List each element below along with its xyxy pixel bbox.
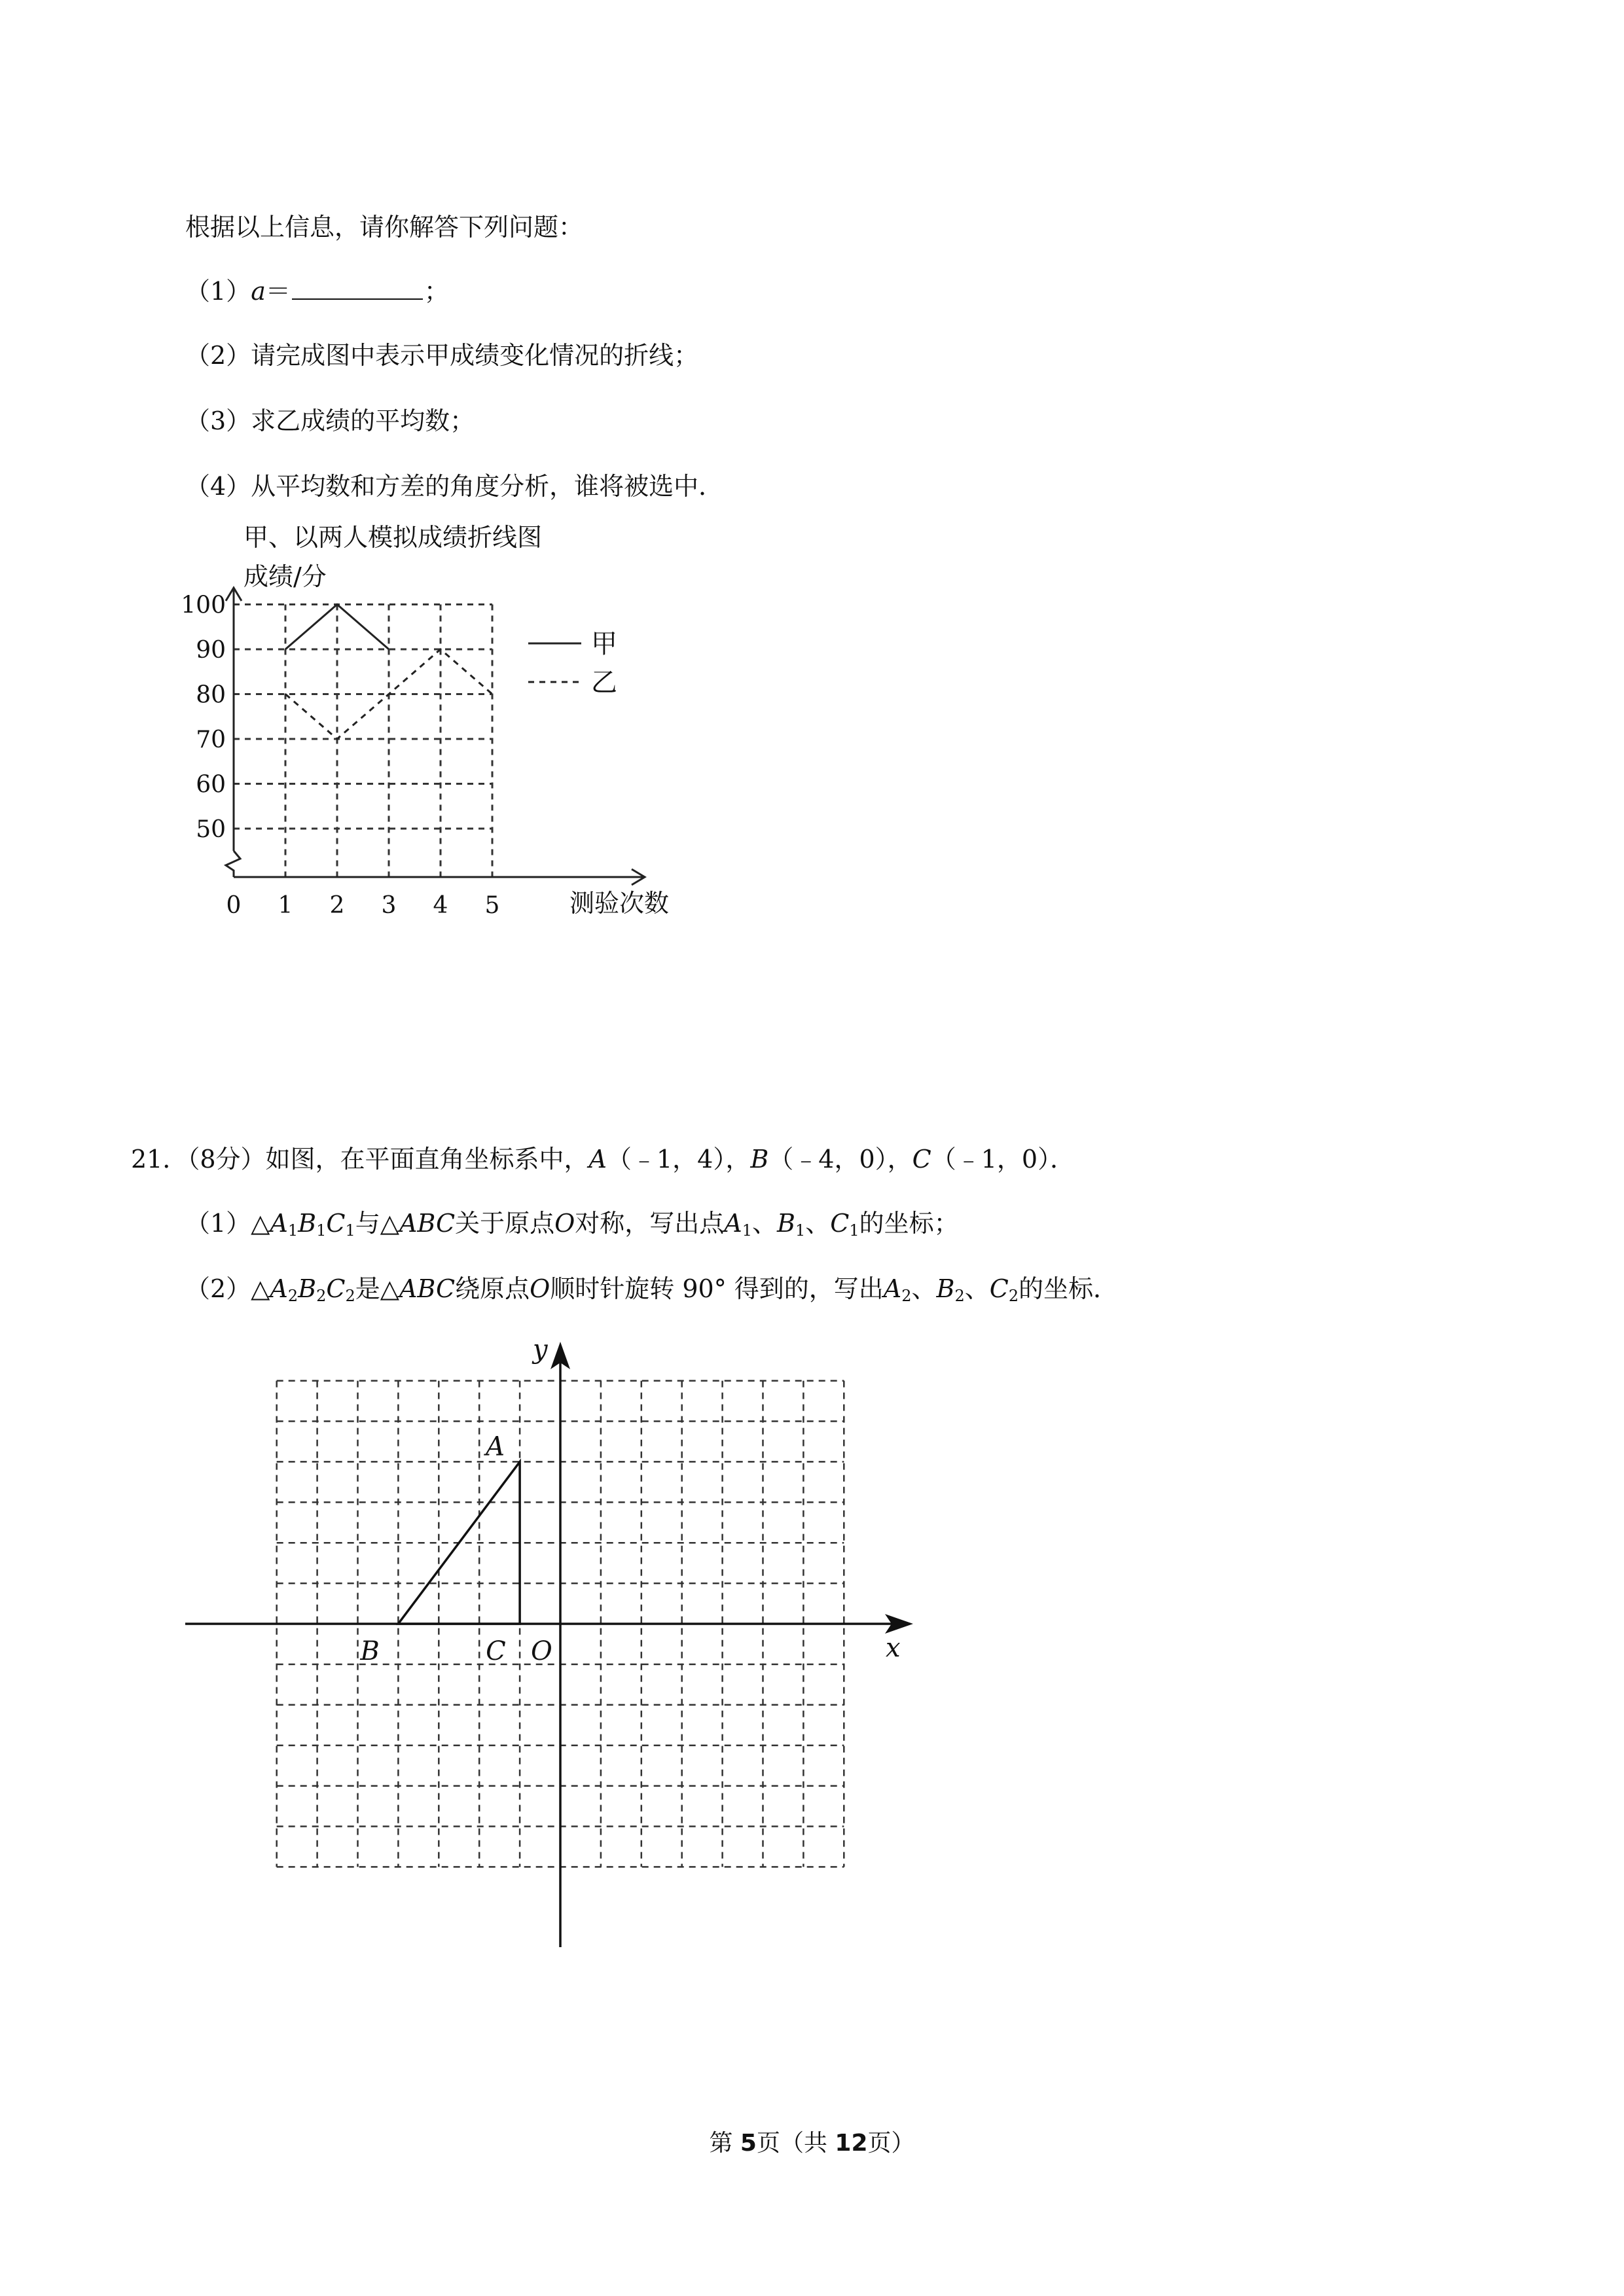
chart-y-tick-label: 90 <box>196 637 226 664</box>
q21-p2-sub: 2 <box>316 1287 327 1305</box>
q21-p1-mid2: 关于原点 <box>455 1209 555 1238</box>
chart-y-tick-label: 50 <box>196 816 226 843</box>
chart-title: 甲、以两人模拟成绩折线图 <box>244 523 543 552</box>
q21-p1-sub: 1 <box>316 1221 327 1240</box>
q21-p2-end: 的坐标． <box>1019 1274 1119 1303</box>
q21-p1-sep: 、 <box>805 1209 831 1238</box>
q21-p1-c: C <box>326 1209 346 1238</box>
q21-p2-sub: 2 <box>345 1287 355 1305</box>
chart-legend-label: 甲 <box>591 629 617 659</box>
chart-y-tick-label: 80 <box>196 681 226 709</box>
q21-p1-mid3: 对称，写出点 <box>575 1209 725 1238</box>
q21-p1-a: A <box>270 1209 288 1238</box>
q21-number: 21． <box>131 1145 188 1174</box>
q21-p1-c1: C <box>830 1209 850 1238</box>
q21-point-a: A <box>588 1145 607 1174</box>
q21-p2-mid2: 绕原点 <box>455 1274 530 1303</box>
q21-p1-o: O <box>554 1209 575 1238</box>
footer-pre: 第 <box>709 2130 740 2157</box>
chart-x-tick-label: 5 <box>484 892 500 919</box>
q21-coord-c: （﹣1，0）． <box>931 1145 1075 1174</box>
q20-p1-prefix: （1） <box>185 277 251 306</box>
q21-p2-b: B <box>298 1274 317 1303</box>
chart-y-tick-label: 100 <box>181 592 226 619</box>
q21-p2-sub: 2 <box>287 1287 298 1305</box>
point-a-label: A <box>486 1431 505 1462</box>
q20-p1-eq: ＝ <box>265 277 291 306</box>
grid-point-labels <box>359 1335 900 1666</box>
q21-p2-o: O <box>530 1274 550 1303</box>
footer-page-number: 5 <box>740 2130 757 2157</box>
origin-label: O <box>531 1636 552 1666</box>
footer-total-pages: 12 <box>835 2130 868 2157</box>
q21-p2-sep: 、 <box>964 1274 990 1303</box>
q21-p2-b2: B <box>936 1274 955 1303</box>
q21-point-b: B <box>750 1145 769 1174</box>
q21-p1-sep: 、 <box>752 1209 778 1238</box>
q21-p1-mid1: 与△ <box>355 1209 399 1238</box>
q21-p2-a: A <box>270 1274 288 1303</box>
q21-p1-b: B <box>298 1209 317 1238</box>
q21-p1-sub: 1 <box>849 1221 859 1240</box>
chart-y-tick-label: 60 <box>196 771 226 798</box>
q21-p1-b1: B <box>777 1209 795 1238</box>
point-b-label: B <box>360 1636 380 1666</box>
chart-x-axis-label: 测验次数 <box>569 889 670 918</box>
chart-x-tick-label: 1 <box>278 892 293 919</box>
intro-line: 根据以上信息，请你解答下列问题： <box>185 213 584 242</box>
q21-p2-abc: ABC <box>399 1274 456 1303</box>
q21-coord-b: （﹣4，0）， <box>768 1145 912 1174</box>
chart-x-tick-label: 0 <box>226 892 242 919</box>
chart-legend-label: 乙 <box>591 668 617 698</box>
q21-p2-c: C <box>326 1274 346 1303</box>
q20-part3: （3）求乙成绩的平均数； <box>185 406 475 435</box>
q21-p2-sep: 、 <box>911 1274 937 1303</box>
chart-x-tick-label: 2 <box>329 892 345 919</box>
q21-p1-sub: 1 <box>287 1221 298 1240</box>
q21-point-c: C <box>912 1145 931 1174</box>
q20-p1-suffix: ； <box>424 277 449 306</box>
footer-mid: 页（共 <box>756 2130 835 2157</box>
q21-p2-sub: 2 <box>1008 1287 1019 1305</box>
q21-p2-a2: A <box>883 1274 902 1303</box>
chart-x-tick-label: 3 <box>381 892 397 919</box>
q21-p1-end: 的坐标； <box>859 1209 959 1238</box>
q20-p1-var: a <box>251 277 266 306</box>
q21-p1-sub: 1 <box>795 1221 806 1240</box>
footer-post: 页） <box>867 2130 915 2157</box>
q20-part2: （2）请完成图中表示甲成绩变化情况的折线； <box>185 341 699 370</box>
q21-score: （8分）如图，在平面直角坐标系中， <box>187 1145 589 1174</box>
chart-y-axis-label: 成绩/分 <box>244 562 327 591</box>
q20-part4: （4）从平均数和方差的角度分析，谁将被选中． <box>185 472 724 501</box>
q21-p2-prefix: （2）△ <box>185 1274 270 1303</box>
chart-x-tick-label: 4 <box>433 892 448 919</box>
q21-p2-mid3: 顺时针旋转 90° 得到的，写出 <box>550 1274 884 1303</box>
chart-y-tick-label: 70 <box>196 726 226 753</box>
q21-p2-c2: C <box>989 1274 1009 1303</box>
q21-coord-a: （﹣1，4）， <box>607 1145 751 1174</box>
point-c-label: C <box>486 1636 506 1666</box>
q21-p2-sub: 2 <box>954 1287 965 1305</box>
q21-p1-sub: 1 <box>742 1221 753 1240</box>
x-axis-label: x <box>886 1633 901 1663</box>
q21-p1-prefix: （1）△ <box>185 1209 270 1238</box>
q21-p1-a1: A <box>724 1209 742 1238</box>
q21-p1-sub: 1 <box>345 1221 355 1240</box>
q21-p1-abc: ABC <box>399 1209 456 1238</box>
q21-p2-mid1: 是△ <box>355 1274 399 1303</box>
y-axis-label: y <box>533 1335 548 1365</box>
q21-p2-sub: 2 <box>901 1287 912 1305</box>
page-footer <box>0 2129 1624 2158</box>
